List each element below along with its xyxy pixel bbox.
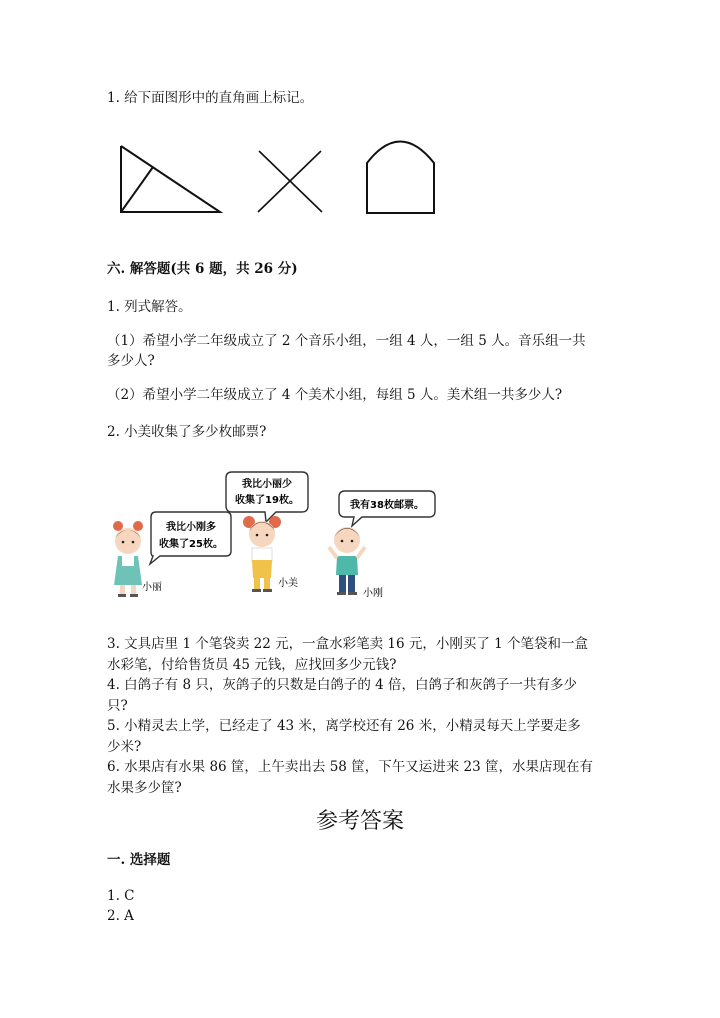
question-3-cont: 水彩笔，付给售货员 45 元钱，应找回多少元钱?: [107, 657, 397, 673]
question-1-title: 1. 列式解答。: [107, 299, 192, 315]
question-6: 6. 水果店有水果 86 筐，上午卖出去 58 筐，下午又运进来 23 筐，水果店现在有: [107, 759, 593, 775]
section-heading: 六. 解答题(共 6 题，共 26 分): [107, 261, 298, 277]
bubble-left-line1: 我比小刚多: [166, 522, 216, 533]
speech-bubble-left: [150, 512, 231, 564]
bubble-right-text: 我有38枚邮票。: [350, 500, 424, 511]
question-6-cont: 水果多少筐?: [107, 780, 182, 796]
girl-xiaoli-figure: [113, 521, 143, 597]
question-right-angle: 1. 给下面图形中的直角画上标记。: [107, 90, 314, 106]
name-label-xiaomei: 小美: [278, 578, 298, 589]
answers-title: 参考答案: [315, 809, 404, 834]
boy-xiaogang-figure: [329, 527, 365, 595]
question-1-part-2: （2）希望小学二年级成立了 4 个美术小组，每组 5 人。美术组一共多少人?: [107, 387, 563, 403]
name-label-xiaoli: 小丽: [142, 582, 162, 593]
girl-xiaomei-figure: [243, 516, 281, 592]
question-1-part-1: （1）希望小学二年级成立了 2 个音乐小组，一组 4 人，一组 5 人。音乐组一共: [107, 333, 586, 349]
answer-2: 2. A: [107, 908, 134, 924]
question-4: 4. 白鸽子有 8 只，灰鸽子的只数是白鸽子的 4 倍，白鸽子和灰鸽子一共有多少: [107, 677, 578, 693]
question-2-title: 2. 小美收集了多少枚邮票?: [107, 424, 267, 440]
answers-section-heading: 一. 选择题: [107, 852, 171, 868]
question-5-cont: 少米?: [107, 739, 142, 755]
answer-1: 1. C: [107, 888, 135, 904]
question-4-cont: 只?: [107, 698, 128, 714]
question-3: 3. 文具店里 1 个笔袋卖 22 元，一盒水彩笔卖 16 元，小刚买了 1 个笔袋和一盒: [107, 636, 589, 652]
bubble-mid-line1: 我比小丽少: [242, 479, 292, 490]
bubble-mid-line2: 收集了19枚。: [235, 495, 299, 506]
speech-bubble-middle: [226, 472, 308, 522]
bubble-left-line2: 收集了25枚。: [159, 539, 223, 550]
speech-bubble-right: [339, 491, 435, 526]
question-1-part-1-cont: 多少人?: [107, 353, 155, 369]
name-label-xiaogang: 小刚: [363, 588, 383, 599]
question-5: 5. 小精灵去上学，已经走了 43 米，离学校还有 26 米，小精灵每天上学要走多: [107, 718, 581, 734]
